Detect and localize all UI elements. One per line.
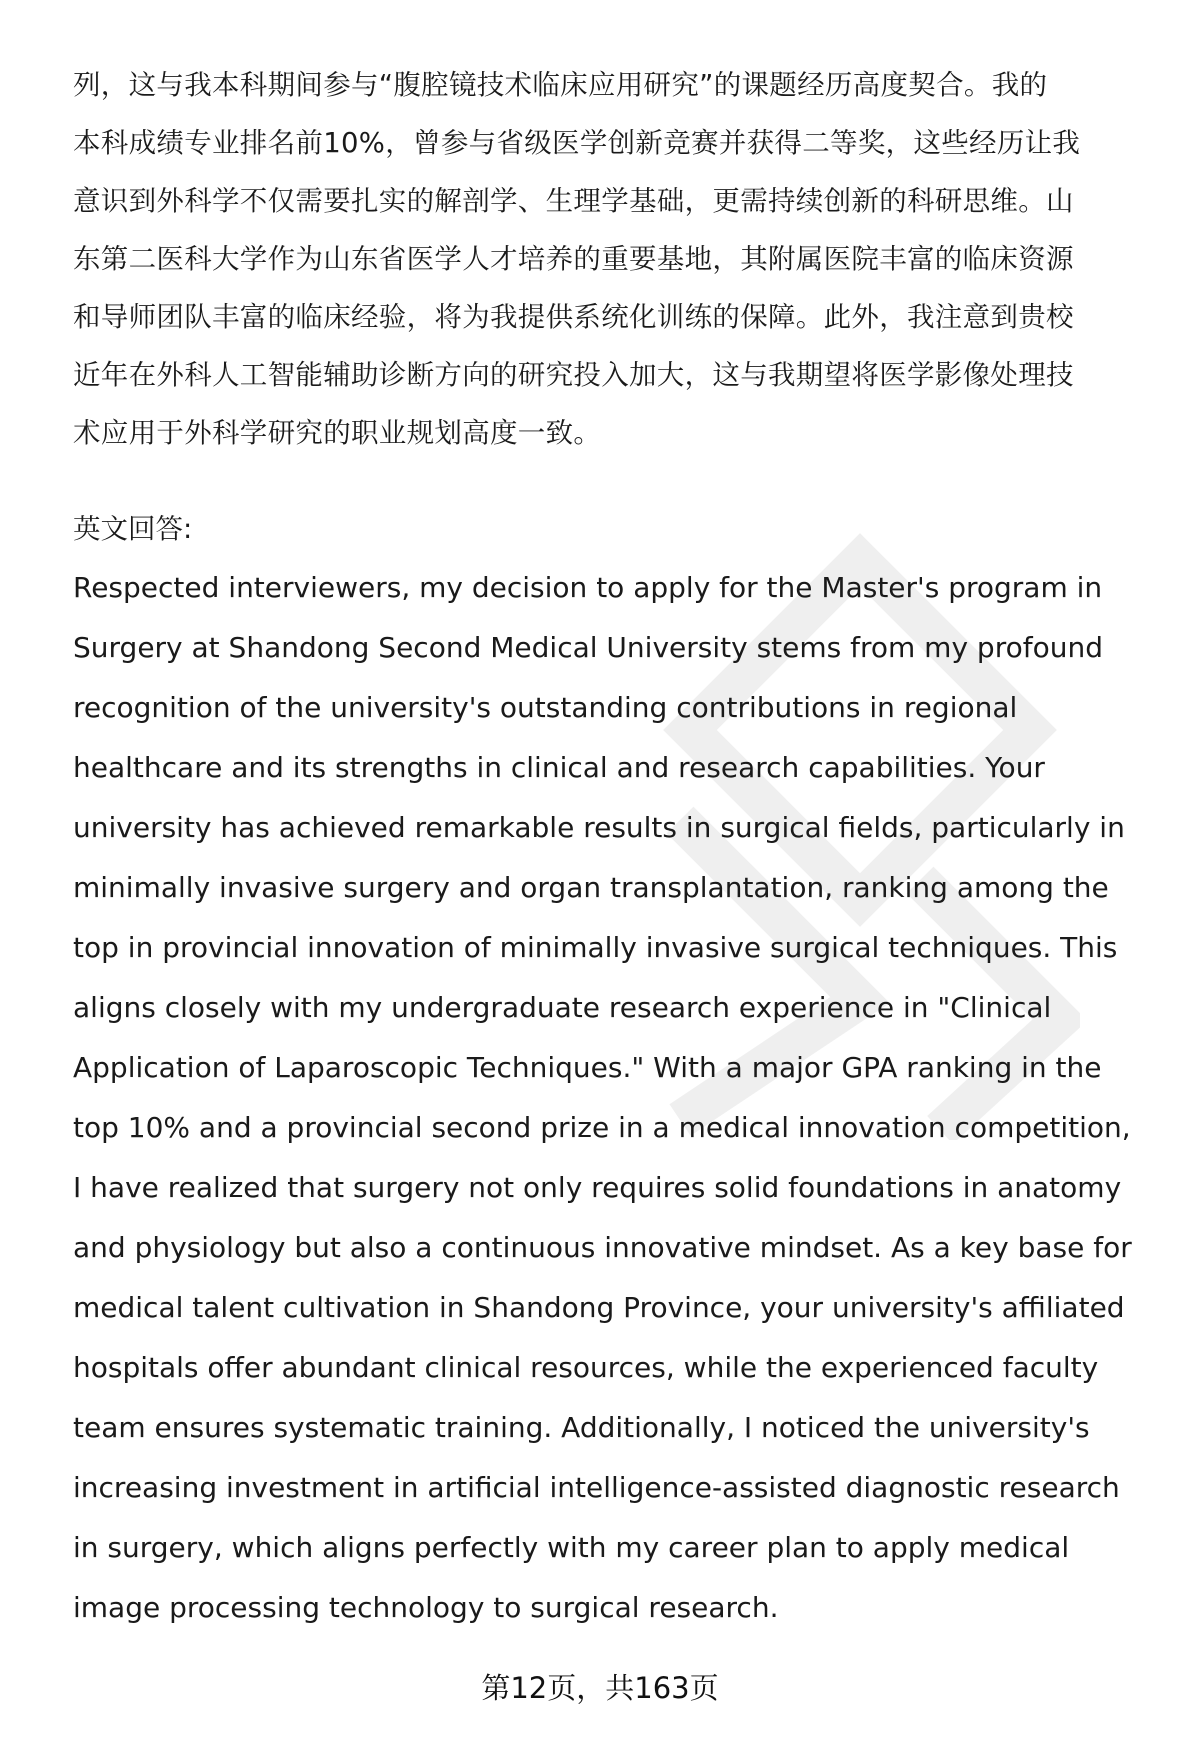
english-line: Application of Laparoscopic Techniques." With a major GPA ranking in the xyxy=(73,1051,1102,1084)
english-answer-label: 英文回答: xyxy=(73,513,193,545)
chinese-line: 东第二医科大学作为山东省医学人才培养的重要基地，其附属医院丰富的临床资源 xyxy=(73,243,1074,275)
chinese-line: 意识到外科学不仅需要扎实的解剖学、生理学基础，更需持续创新的科研思维。山 xyxy=(73,185,1074,217)
page-content xyxy=(73,56,1153,1638)
english-line: hospitals offer abundant clinical resources, while the experienced faculty xyxy=(73,1351,1099,1384)
english-line: Respected interviewers, my decision to apply for the Master's program in xyxy=(73,571,1103,604)
english-line: and physiology but also a continuous innovative mindset. As a key base for xyxy=(73,1231,1132,1264)
english-line: increasing investment in artificial intelligence-assisted diagnostic research xyxy=(73,1471,1120,1504)
page-number-footer: 第12页，共163页 xyxy=(481,1671,719,1705)
english-line: Surgery at Shandong Second Medical University stems from my profound xyxy=(73,631,1103,664)
english-line: healthcare and its strengths in clinical and research capabilities. Your xyxy=(73,751,1045,784)
english-line: I have realized that surgery not only requires solid foundations in anatomy xyxy=(73,1171,1122,1204)
chinese-line: 列，这与我本科期间参与“腹腔镜技术临床应用研究”的课题经历高度契合。我的 xyxy=(73,69,1048,101)
english-line: top 10% and a provincial second prize in a medical innovation competition, xyxy=(73,1111,1131,1144)
english-line: aligns closely with my undergraduate research experience in "Clinical xyxy=(73,991,1052,1024)
english-line: team ensures systematic training. Additionally, I noticed the university's xyxy=(73,1411,1090,1444)
english-line: medical talent cultivation in Shandong Province, your university's affiliated xyxy=(73,1291,1125,1324)
english-line: university has achieved remarkable results in surgical fields, particularly in xyxy=(73,811,1125,844)
english-line: recognition of the university's outstanding contributions in regional xyxy=(73,691,1018,724)
english-line: top in provincial innovation of minimally invasive surgical techniques. This xyxy=(73,931,1118,964)
chinese-line: 术应用于外科学研究的职业规划高度一致。 xyxy=(73,417,602,449)
chinese-line: 本科成绩专业排名前10%，曾参与省级医学创新竞赛并获得二等奖，这些经历让我 xyxy=(73,127,1081,159)
chinese-line: 和导师团队丰富的临床经验，将为我提供系统化训练的保障。此外，我注意到贵校 xyxy=(73,301,1074,333)
chinese-line: 近年在外科人工智能辅助诊断方向的研究投入加大，这与我期望将医学影像处理技 xyxy=(73,359,1074,391)
chinese-answer-paragraph xyxy=(73,56,1153,462)
english-line: image processing technology to surgical research. xyxy=(73,1591,779,1624)
english-line: minimally invasive surgery and organ transplantation, ranking among the xyxy=(73,871,1109,904)
english-answer-paragraph xyxy=(73,558,1153,1638)
english-line: in surgery, which aligns perfectly with my career plan to apply medical xyxy=(73,1531,1070,1564)
